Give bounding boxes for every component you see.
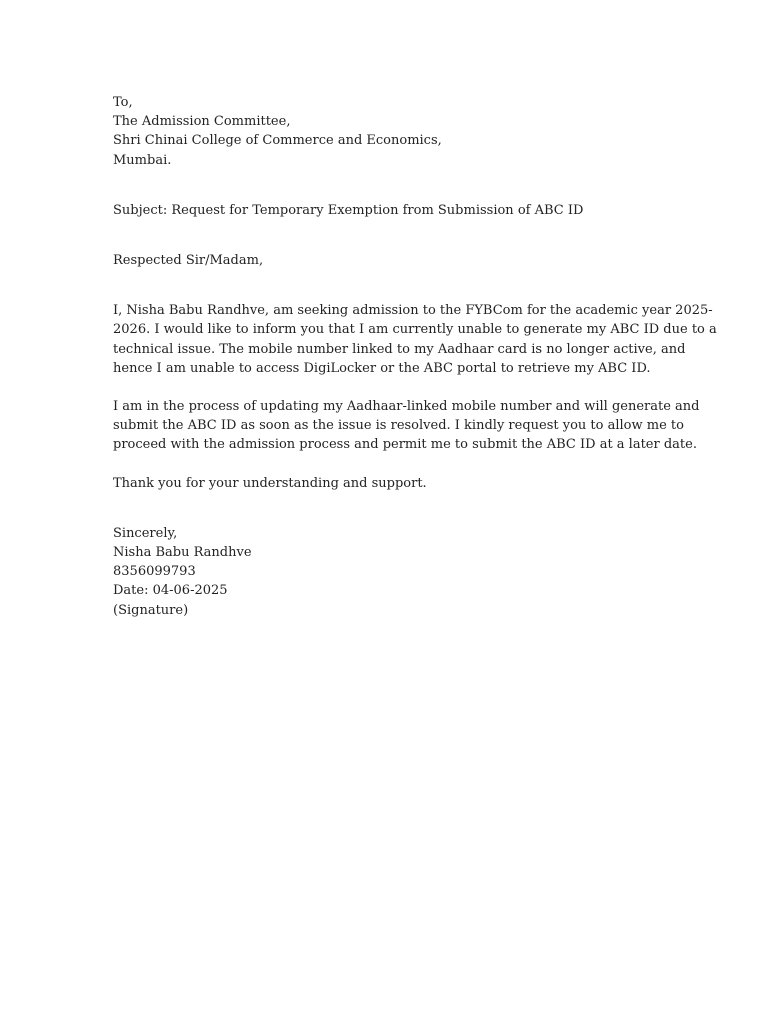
letter-closing [113,524,658,620]
letter-salutation: Respected Sir/Madam, [113,253,264,269]
recipient-address [113,93,658,170]
letter-date: Date: 04-06-2025 [113,583,228,599]
closing-line: Sincerely, [113,525,178,541]
address-line: Shri Chinai College of Commerce and Economics, [113,133,442,149]
paragraph-line: submit the ABC ID as soon as the issue is resolved. I kindly request you to allow me to [113,418,684,434]
paragraph-line: proceed with the admission process and permit me to submit the ABC ID at a later date. [113,437,697,453]
paragraph-line: hence I am unable to access DigiLocker or the ABC portal to retrieve my ABC ID. [113,360,651,376]
body-paragraph-3: Thank you for your understanding and support. [113,475,427,491]
paragraph-line: 2026. I would like to inform you that I am currently unable to generate my ABC ID due to a [113,322,717,338]
letter-body [113,93,717,620]
address-line: To, [113,95,133,110]
paragraph-line: I am in the process of updating my Aadhaar-linked mobile number and will generate and [113,399,700,415]
paragraph-line: technical issue. The mobile number linked to my Aadhaar card is no longer active, and [113,341,686,357]
body-paragraph-2 [113,397,700,455]
sender-name: Nisha Babu Randhve [113,545,252,561]
letter-subject: Subject: Request for Temporary Exemption from Submission of ABC ID [113,202,584,218]
body-paragraph-1 [113,301,717,378]
paragraph-line: I, Nisha Babu Randhve, am seeking admission to the FYBCom for the academic year 2025- [113,303,713,319]
sender-phone: 8356099793 [113,564,196,580]
signature-placeholder: (Signature) [113,602,189,618]
address-line: Mumbai. [113,152,172,168]
address-line: The Admission Committee, [113,114,291,130]
